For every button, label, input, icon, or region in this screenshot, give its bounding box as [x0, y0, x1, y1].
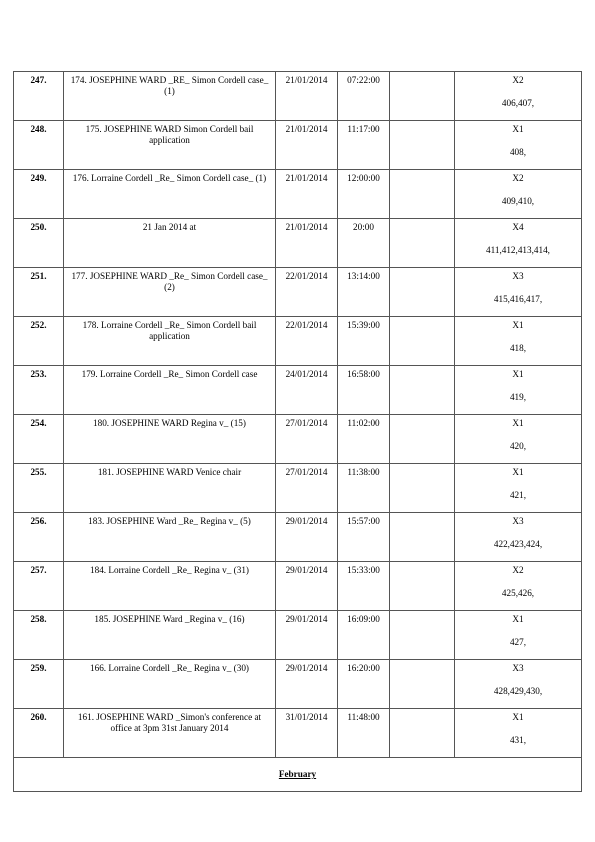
table-row	[14, 464, 582, 513]
row-date: 24/01/2014	[276, 366, 338, 415]
table-row	[14, 366, 582, 415]
row-time: 12:00:00	[338, 170, 390, 219]
page-count: X1	[512, 124, 524, 134]
row-date: 22/01/2014	[276, 317, 338, 366]
table-row	[14, 170, 582, 219]
row-description: 161. JOSEPHINE WARD _Simon's conference at office at 3pm 31st January 2014	[64, 709, 276, 758]
month-row	[14, 758, 582, 792]
row-description: 176. Lorraine Cordell _Re_ Simon Cordell case_ (1)	[64, 170, 276, 219]
page-count: X1	[512, 320, 524, 330]
row-description: 21 Jan 2014 at	[64, 219, 276, 268]
page-count: X4	[512, 222, 524, 232]
row-time: 11:02:00	[338, 415, 390, 464]
row-description: 166. Lorraine Cordell _Re_ Regina v_ (30)	[64, 660, 276, 709]
row-description: 180. JOSEPHINE WARD Regina v_ (15)	[64, 415, 276, 464]
table-row	[14, 611, 582, 660]
row-description: 178. Lorraine Cordell _Re_ Simon Cordell bail application	[64, 317, 276, 366]
table-row	[14, 72, 582, 121]
row-date: 29/01/2014	[276, 611, 338, 660]
row-number: 252.	[14, 317, 64, 366]
row-number: 256.	[14, 513, 64, 562]
row-time: 11:38:00	[338, 464, 390, 513]
month-label: February	[278, 769, 317, 780]
page-count: X1	[512, 418, 524, 428]
row-blank-cell	[390, 268, 455, 317]
row-date: 21/01/2014	[276, 219, 338, 268]
row-time: 15:39:00	[338, 317, 390, 366]
row-page-reference	[455, 72, 582, 121]
row-number: 247.	[14, 72, 64, 121]
table-row	[14, 219, 582, 268]
row-date: 29/01/2014	[276, 562, 338, 611]
row-number: 248.	[14, 121, 64, 170]
table-row	[14, 415, 582, 464]
page-numbers: 422,423,424,	[493, 538, 543, 549]
row-date: 22/01/2014	[276, 268, 338, 317]
row-page-reference	[455, 464, 582, 513]
row-number: 250.	[14, 219, 64, 268]
row-number: 257.	[14, 562, 64, 611]
table-row	[14, 121, 582, 170]
row-blank-cell	[390, 170, 455, 219]
evidence-log-table	[13, 71, 582, 792]
row-date: 27/01/2014	[276, 464, 338, 513]
page-count: X3	[512, 271, 524, 281]
page-count: X1	[512, 614, 524, 624]
row-number: 254.	[14, 415, 64, 464]
row-date: 21/01/2014	[276, 170, 338, 219]
row-blank-cell	[390, 660, 455, 709]
row-blank-cell	[390, 415, 455, 464]
row-page-reference	[455, 268, 582, 317]
page-numbers: 418,	[509, 342, 527, 353]
row-description: 174. JOSEPHINE WARD _RE_ Simon Cordell case_ (1)	[64, 72, 276, 121]
row-blank-cell	[390, 611, 455, 660]
page-numbers: 427,	[509, 636, 527, 647]
log-body	[14, 72, 582, 758]
row-number: 259.	[14, 660, 64, 709]
page-numbers: 428,429,430,	[493, 685, 543, 696]
month-cell	[14, 758, 582, 792]
row-time: 11:17:00	[338, 121, 390, 170]
row-time: 20:00	[338, 219, 390, 268]
row-description: 181. JOSEPHINE WARD Venice chair	[64, 464, 276, 513]
row-number: 258.	[14, 611, 64, 660]
table-row	[14, 709, 582, 758]
row-description: 179. Lorraine Cordell _Re_ Simon Cordell case	[64, 366, 276, 415]
row-date: 29/01/2014	[276, 513, 338, 562]
page-numbers: 406,407,	[501, 97, 535, 108]
table-row	[14, 660, 582, 709]
row-page-reference	[455, 415, 582, 464]
page-count: X2	[512, 75, 524, 85]
row-number: 255.	[14, 464, 64, 513]
page-count: X3	[512, 516, 524, 526]
page-numbers: 411,412,413,414,	[486, 244, 550, 255]
table-row	[14, 562, 582, 611]
row-page-reference	[455, 660, 582, 709]
row-page-reference	[455, 121, 582, 170]
row-description: 175. JOSEPHINE WARD Simon Cordell bail application	[64, 121, 276, 170]
row-time: 15:57:00	[338, 513, 390, 562]
row-blank-cell	[390, 121, 455, 170]
table-row	[14, 513, 582, 562]
row-date: 21/01/2014	[276, 121, 338, 170]
row-page-reference	[455, 611, 582, 660]
row-time: 16:09:00	[338, 611, 390, 660]
row-description: 183. JOSEPHINE Ward _Re_ Regina v_ (5)	[64, 513, 276, 562]
row-blank-cell	[390, 72, 455, 121]
row-description: 184. Lorraine Cordell _Re_ Regina v_ (31)	[64, 562, 276, 611]
row-time: 07:22:00	[338, 72, 390, 121]
page-numbers: 408,	[509, 146, 527, 157]
row-blank-cell	[390, 317, 455, 366]
row-blank-cell	[390, 513, 455, 562]
row-blank-cell	[390, 562, 455, 611]
row-blank-cell	[390, 709, 455, 758]
row-date: 21/01/2014	[276, 72, 338, 121]
row-date: 27/01/2014	[276, 415, 338, 464]
row-time: 16:58:00	[338, 366, 390, 415]
row-number: 253.	[14, 366, 64, 415]
row-page-reference	[455, 366, 582, 415]
page-numbers: 431,	[509, 734, 527, 745]
row-page-reference	[455, 219, 582, 268]
row-time: 11:48:00	[338, 709, 390, 758]
page-count: X1	[512, 369, 524, 379]
row-time: 16:20:00	[338, 660, 390, 709]
row-blank-cell	[390, 219, 455, 268]
page-count: X2	[512, 173, 524, 183]
row-date: 29/01/2014	[276, 660, 338, 709]
page-numbers: 425,426,	[501, 587, 535, 598]
row-page-reference	[455, 170, 582, 219]
row-blank-cell	[390, 464, 455, 513]
table-row	[14, 317, 582, 366]
row-number: 249.	[14, 170, 64, 219]
row-description: 185. JOSEPHINE Ward _Regina v_ (16)	[64, 611, 276, 660]
page-numbers: 419,	[509, 391, 527, 402]
row-description: 177. JOSEPHINE WARD _Re_ Simon Cordell case_ (2)	[64, 268, 276, 317]
page-count: X1	[512, 467, 524, 477]
row-page-reference	[455, 513, 582, 562]
row-number: 260.	[14, 709, 64, 758]
row-date: 31/01/2014	[276, 709, 338, 758]
page-numbers: 420,	[509, 440, 527, 451]
row-page-reference	[455, 317, 582, 366]
page-count: X3	[512, 663, 524, 673]
row-number: 251.	[14, 268, 64, 317]
row-blank-cell	[390, 366, 455, 415]
table-row	[14, 268, 582, 317]
row-time: 13:14:00	[338, 268, 390, 317]
page-numbers: 415,416,417,	[493, 293, 543, 304]
row-time: 15:33:00	[338, 562, 390, 611]
page-numbers: 421,	[509, 489, 527, 500]
page-numbers: 409,410,	[501, 195, 535, 206]
row-page-reference	[455, 562, 582, 611]
row-page-reference	[455, 709, 582, 758]
page-count: X1	[512, 712, 524, 722]
page-count: X2	[512, 565, 524, 575]
